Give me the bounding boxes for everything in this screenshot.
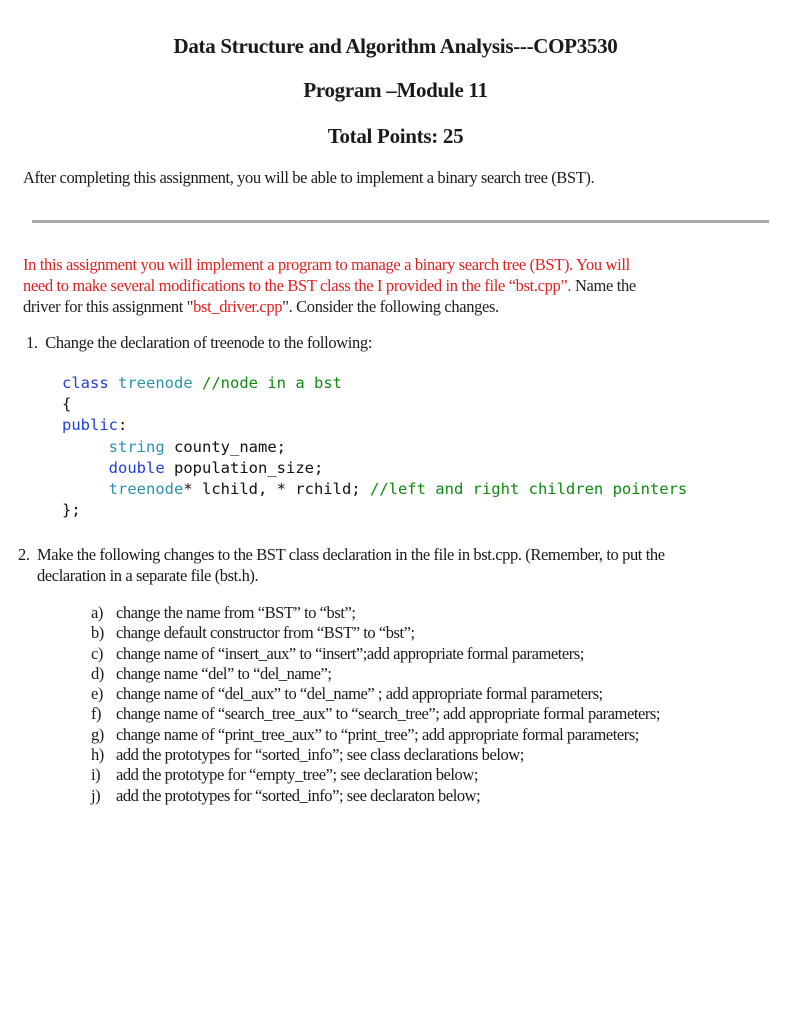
code-type-double: double xyxy=(108,458,165,477)
code-line-3 xyxy=(62,416,127,434)
list-item xyxy=(91,745,660,765)
step-1-number: 1. xyxy=(26,333,38,352)
list-marker: j) xyxy=(91,785,101,805)
document-subtitle: Program –Module 11 xyxy=(303,78,488,102)
code-member-population: population_size; xyxy=(164,458,324,477)
list-marker: d) xyxy=(91,663,104,683)
intro-text: After completing this assignment, you will be able to implement a binary search tree (BST). xyxy=(23,168,595,187)
step-2-line-2: declaration in a separate file (bst.h). xyxy=(37,566,259,585)
list-marker: c) xyxy=(91,643,103,663)
code-block xyxy=(62,373,687,521)
code-member-children: * lchild, * rchild; xyxy=(183,480,370,499)
code-line-7: }; xyxy=(62,501,81,520)
list-item xyxy=(91,786,660,806)
code-line-6 xyxy=(62,480,687,498)
document-title: Data Structure and Algorithm Analysis---COP3530 xyxy=(173,34,618,58)
code-line-2: { xyxy=(62,395,72,414)
list-item xyxy=(91,603,660,623)
code-keyword-public: public xyxy=(62,416,118,435)
description-line-2 xyxy=(23,275,753,296)
step-2-text: Make the following changes to the BST class declaration in the file in bst.cpp. (Remember, to put the xyxy=(37,545,665,564)
description-line-2-red: need to make several modifications to the BST class the I provided in the file “bst.cpp”. xyxy=(23,276,572,295)
code-type-treenode-ptr: treenode xyxy=(108,480,184,499)
list-item-text: change default constructor from “BST” to “bst”; xyxy=(116,623,415,643)
step-2 xyxy=(18,544,778,586)
code-keyword-class: class xyxy=(62,374,109,392)
code-line-5 xyxy=(62,459,323,477)
list-item xyxy=(91,725,660,745)
code-line-4 xyxy=(62,438,286,456)
list-marker: h) xyxy=(91,745,104,765)
step-1-text: Change the declaration of treenode to the following: xyxy=(45,333,373,352)
list-marker: g) xyxy=(91,724,104,744)
list-item xyxy=(91,684,660,704)
code-member-county-name: county_name; xyxy=(164,437,286,456)
list-item xyxy=(91,623,660,643)
code-colon: : xyxy=(118,416,128,435)
list-item-text: add the prototype for “empty_tree”; see declaration below; xyxy=(116,765,478,785)
changes-list xyxy=(91,603,660,806)
list-marker: b) xyxy=(91,623,104,643)
total-points: Total Points: 25 xyxy=(327,124,464,148)
list-marker: f) xyxy=(91,704,102,724)
list-item-text: change name of “print_tree_aux” to “print_tree”; add appropriate formal parameters; xyxy=(116,724,639,744)
assignment-description xyxy=(23,254,753,317)
list-item-text: add the prototypes for “sorted_info”; see declaraton below; xyxy=(116,785,481,805)
list-item-text: change the name from “BST” to “bst”; xyxy=(116,603,356,622)
step-2-number: 2. xyxy=(18,545,30,564)
description-line-2-black: Name the xyxy=(571,276,636,295)
list-item xyxy=(91,644,660,664)
list-item-text: change name of “insert_aux” to “insert”;add appropriate formal parameters; xyxy=(116,643,584,663)
list-item-text: change name of “search_tree_aux” to “search_tree”; add appropriate formal parameters; xyxy=(116,704,660,724)
code-type-treenode: treenode xyxy=(118,374,193,392)
step-1 xyxy=(26,333,372,353)
list-item xyxy=(91,664,660,684)
divider xyxy=(32,220,769,223)
description-line-1: In this assignment you will implement a program to manage a binary search tree (BST). You will xyxy=(23,255,630,274)
step-2-line-1 xyxy=(18,544,778,565)
list-marker: a) xyxy=(91,603,103,622)
list-item-text: change name “del” to “del_name”; xyxy=(116,663,332,683)
description-line-3 xyxy=(23,296,753,317)
driver-filename: bst_driver.cpp xyxy=(193,297,283,316)
code-line-1 xyxy=(62,374,342,392)
list-item xyxy=(91,765,660,785)
list-item-text: add the prototypes for “sorted_info”; see class declarations below; xyxy=(116,745,524,765)
code-comment-children: //left and right children pointers xyxy=(369,480,688,499)
list-item xyxy=(91,704,660,724)
code-comment-node: //node in a bst xyxy=(202,374,342,392)
description-line-3-b: ". Consider the following changes. xyxy=(282,297,499,316)
code-type-string: string xyxy=(108,437,165,456)
description-line-3-a: driver for this assignment " xyxy=(23,297,194,316)
list-marker: i) xyxy=(91,765,101,785)
list-marker: e) xyxy=(91,684,103,704)
list-item-text: change name of “del_aux” to “del_name” ; add appropriate formal parameters; xyxy=(116,684,603,704)
